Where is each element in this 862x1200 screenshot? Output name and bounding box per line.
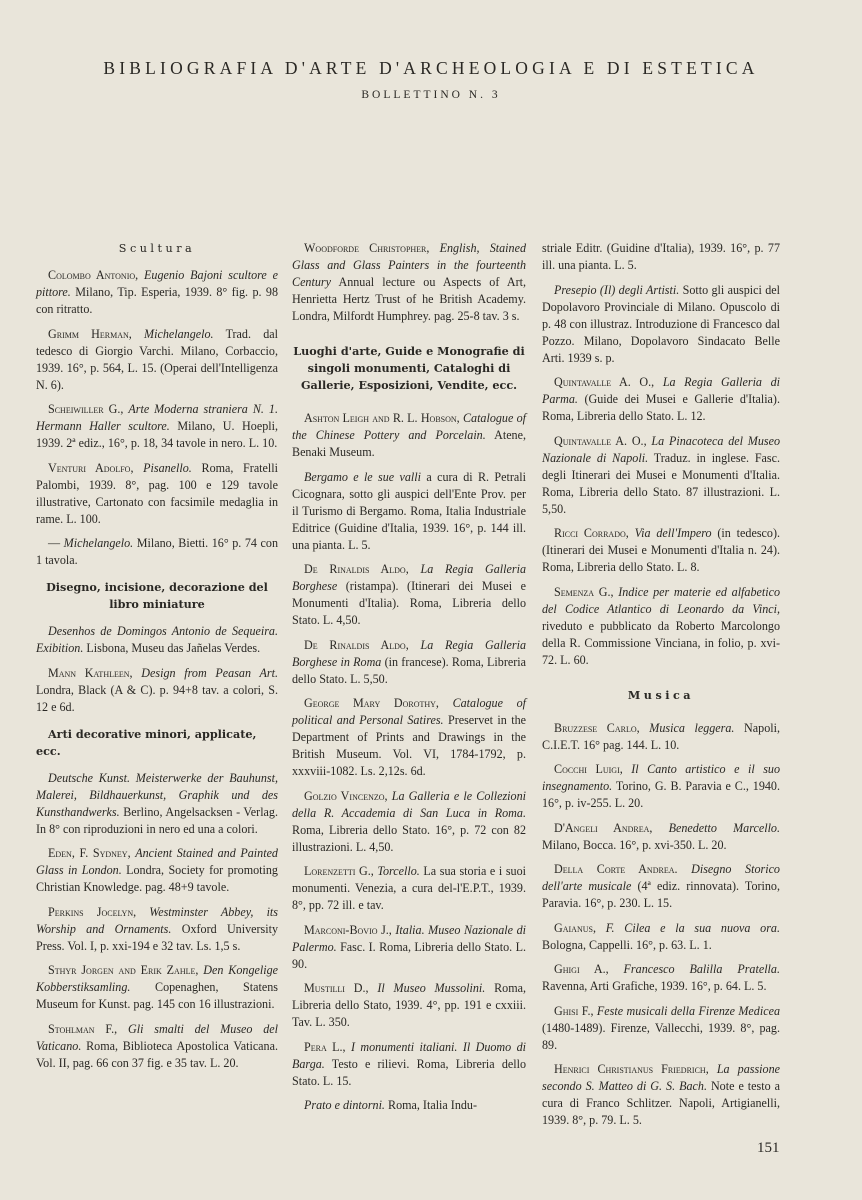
bib-entry: Marconi-Bovio J., Italia. Museo Nazionale di Palermo. Fasc. I. Roma, Libreria dello Stato. L. 90. <box>292 922 526 971</box>
bib-entry: Perkins Jocelyn, Westminster Abbey, its Worship and Ornaments. Oxford University Press. Vol. I, p. xxi-194 e 32 tav. Ls. 1,5 s. <box>36 904 279 953</box>
section-heading-luoghi: Luoghi d'arte, Guide e Monografie di singoli monumenti, Cataloghi di Gallerie, Esposizioni, Vendite, ecc. <box>293 344 525 392</box>
bib-entry: D'Angeli Andrea, Benedetto Marcello. Milano, Bocca. 16°, p. xvi-350. L. 20. <box>542 820 780 852</box>
bib-entry: Quintavalle A. O., La Pinacoteca del Museo Nazionale di Napoli. Traduz. in inglese. Fasc. degli Itinerari dei Musei e Monumenti d'Italia. Roma, Libreria dello Stato. 87 illustrazioni. L. 5,50. <box>542 433 781 516</box>
bulletin-number: BOLLETTINO N. 3 <box>361 89 501 101</box>
column-middle <box>292 240 526 1122</box>
bib-entry: Mann Kathleen, Design from Peasan Art. Londra, Black (A & C). p. 94+8 tav. a colori, S. 12 e 6d. <box>36 665 278 714</box>
bib-entry: Della Corte Andrea. Disegno Storico dell'arte musicale (4ª ediz. rinnovata). Torino, Paravia. 16°, p. 230. L. 15. <box>542 862 780 910</box>
bib-entry: Ricci Corrado, Via dell'Impero (in tedesco). (Itinerari dei Musei e Monumenti d'Italia n. 24). Roma, Libreria dello Stato. L. 8. <box>542 526 780 574</box>
bib-entry: Gaianus, F. Cilea e la sua nuova ora. Bologna, Cappelli. 16°, p. 63. L. 1. <box>542 920 780 952</box>
page-title: BIBLIOGRAFIA D'ARTE D'ARCHEOLOGIA E DI ESTETICA <box>103 58 759 78</box>
section-heading-scultura: Scultura <box>118 242 196 255</box>
bib-entry: Desenhos de Domingos Antonio de Sequeira. Exibition. Lisbona, Museu das Jañelas Verdes. <box>36 624 278 655</box>
bib-entry: Pera L., I monumenti italiani. Il Duomo di Barga. Testo e rilievi. Roma, Libreria dello Stato. L. 15. <box>292 1039 527 1088</box>
bib-entry: Grimm Herman, Michelangelo. Trad. dal tedesco di Giorgio Varchi. Milano, Corbaccio, 1939. 16°, p. 564, L. 15. (Operai dell'Intelligenza N. 6). <box>36 326 278 392</box>
bib-entry: De Rinaldis Aldo, La Regia Galleria Borghese (ristampa). (Itinerari dei Musei e Monumenti d'Italia). Roma, Libreria dello Stato. L. 4,50. <box>292 562 527 627</box>
bib-entry: Bruzzese Carlo, Musica leggera. Napoli, C.I.E.T. 16° pag. 144. L. 10. <box>542 720 780 752</box>
bib-entry: George Mary Dorothy, Catalogue of political and Personal Satires. Preservet in the Department of Prints and Drawings in the British Museum. Vol. VI, 1784-1792, p. xxxviii-1082. Ls. 2,12s. 6d. <box>292 696 526 778</box>
section-heading-disegno: Disegno, incisione, decorazione del libro miniature <box>46 580 268 611</box>
bib-entry: Quintavalle A. O., La Regia Galleria di Parma. (Guide dei Musei e Gallerie d'Italia). Roma, Libreria dello Stato. L. 12. <box>542 375 780 423</box>
page-number: 151 <box>757 1140 780 1156</box>
bib-entry: Venturi Adolfo, Pisanello. Roma, Fratelli Palombi, 1939. 8°, pag. 100 e 129 tavole illustrative, Cartonato con facsimile medaglia in rame. L. 100. <box>36 460 278 526</box>
bib-entry: Colombo Antonio, Eugenio Bajoni scultore e pittore. Milano, Tip. Esperia, 1939. 8° fig. p. 98 con ritratto. <box>36 268 278 316</box>
bib-entry: Presepio (Il) degli Artisti. Sotto gli auspici del Dopolavoro Provinciale di Milano. Opuscolo di p. 48 con illustraz. Introduzione di Francesco dal Pozzo. Milano, Dopolavoro Sindacato Belle Arti. 1939 s. p. <box>542 282 781 365</box>
bib-entry: Woodforde Christopher, English, Stained Glass and Glass Painters in the fourteenth Century Annual lecture ou Aspects of Art, Henrietta Hertz Trust of he British Academy. Londra, Milfordt Humphrey. pag. 25-8 tav. 3 s. <box>292 241 527 323</box>
column-left <box>36 240 278 1079</box>
bib-entry: Sthyr Jorgen and Erik Zahle, Den Kongelige Kobberstiksamling. Copenaghen, Statens Museum for Kunst. pag. 145 con 16 illustrazioni. <box>36 963 278 1011</box>
bib-entry: Scheiwiller G., Arte Moderna straniera N. 1. Hermann Haller scultore. Milano, U. Hoepli, 1939. 2ª ediz., 16°, p. 18, 34 tavole in nero. L. 10. <box>36 402 278 450</box>
bib-entry: Bergamo e le sue valli a cura di R. Petrali Cicognara, sotto gli auspici dell'Ente Prov. per il Turismo di Bergamo. Roma, Italia Industriale Editrice (Guidine d'Italia, 1939. 16°, p. 144 ill. una pianta. L. 5. <box>292 469 526 552</box>
bib-entry: Golzio Vincenzo, La Galleria e le Collezioni della R. Accademia di San Luca in Roma. Roma, Libreria dello Stato. 16°, p. 72 con 82 illustrazioni. L. 4,50. <box>292 788 526 854</box>
bib-entry: Semenza G., Indice per materie ed alfabetico del Codice Atlantico di Leonardo da Vinci, riveduto e pubblicato da Roberto Marcolongo della R. Commissione Vinciana, in folio, p. xvi-72. L. 60. <box>542 584 781 667</box>
bib-entry: Ghigi A., Francesco Balilla Pratella. Ravenna, Arti Grafiche, 1939. 16°, p. 64. L. 5. <box>542 962 780 993</box>
column-right <box>542 240 780 1137</box>
section-heading-arti-decorative: Arti decorative minori, applicate, ecc. <box>36 726 257 758</box>
bib-entry: Ghisi F., Feste musicali della Firenze Medicea (1480-1489). Firenze, Vallecchi, 1939. 8°, pag. 89. <box>542 1003 780 1052</box>
section-heading-musica: Musica <box>627 687 695 702</box>
bib-entry: Mustilli D., Il Museo Mussolini. Roma, Libreria dello Stato, 1939. 4°, pp. 191 e cxxiii. Tav. L. 350. <box>292 981 526 1029</box>
bib-entry: Prato e dintorni. Roma, Italia Indu- <box>304 1098 477 1112</box>
bib-entry: Cocchi Luigi, Il Canto artistico e il suo insegnamento. Torino, G. B. Paravia e C., 1940. 16°, p. iv-255. L. 20. <box>542 762 780 810</box>
bib-entry: Ashton Leigh and R. L. Hobson, Catalogue of the Chinese Pottery and Porcelain. Atene, Benaki Museum. <box>292 411 526 459</box>
bib-entry: Stohlman F., Gli smalti del Museo del Vaticano. Roma, Biblioteca Apostolica Vaticana. Vol. II, pag. 66 con 37 fig. e 35 tav. L. 20. <box>36 1021 279 1070</box>
bib-entry: Eden, F. Sydney, Ancient Stained and Painted Glass in London. Londra, Society for promoting Christian Knowledge. pag. 48+9 tavole. <box>36 846 278 894</box>
bib-entry: De Rinaldis Aldo, La Regia Galleria Borghese in Roma (in francese). Roma, Libreria dello Stato. L. 5,50. <box>292 637 527 686</box>
bib-entry: — Michelangelo. Milano, Bietti. 16° p. 74 con 1 tavola. <box>36 536 279 567</box>
bib-entry: Deutsche Kunst. Meisterwerke der Bauhunst, Malerei, Bildhauerkunst, Graphik und des Kunsthandwerks. Berlino, Angelsacksen - Verlag. In 8° con riproduzioni in nero ed una a colori. <box>36 770 278 836</box>
bib-entry: Henrici Christianus Friedrich, La passione secondo S. Matteo di G. S. Bach. Note e testo a cura di Franco Schlitzer. Napoli, Artigianelli, 1939. 8°, p. 79. L. 5. <box>542 1062 780 1127</box>
bib-entry-continued: striale Editr. (Guidine d'Italia), 1939. 16°, p. 77 ill. una pianta. L. 5. <box>542 241 780 272</box>
bib-entry: Lorenzetti G., Torcello. La sua storia e i suoi monumenti. Venezia, a cura del-l'E.P.T., 1939. 8°, pp. 72 ill. e tav. <box>292 864 526 912</box>
